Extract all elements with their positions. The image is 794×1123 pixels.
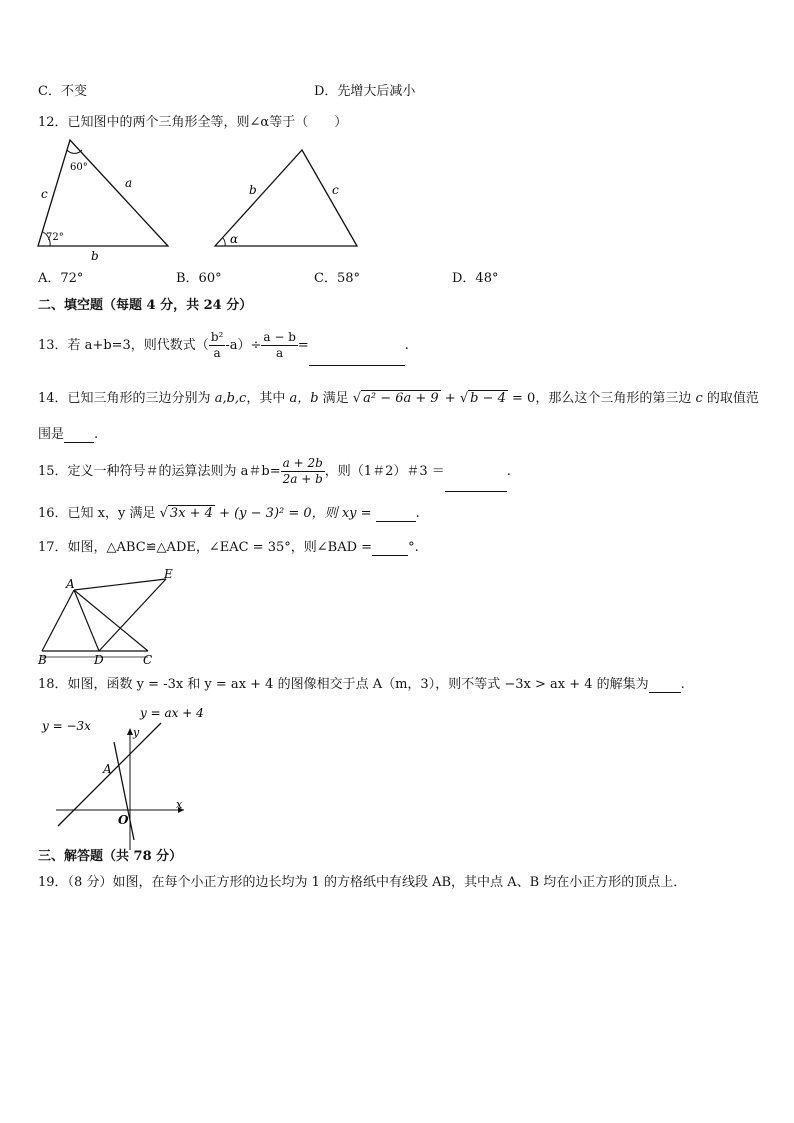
q18-graph (36, 700, 204, 852)
q14-radical-1: a² − 6a + 9 (363, 391, 439, 406)
answer-blank (649, 678, 681, 693)
angle-72-label: 72° (46, 232, 64, 243)
q15-fraction: $\frac{a + 2b}{2a + b}$ (282, 456, 323, 486)
point-a-label: A (103, 762, 112, 776)
q17-figure (36, 564, 178, 668)
line1-label: y = −3x (42, 719, 91, 733)
line2-label: y = ax + 4 (140, 706, 204, 720)
question-12-stem: 12．已知图中的两个三角形全等，则∠α等于（ ） (38, 115, 348, 130)
y-axis-label: y (133, 726, 140, 739)
side-a-label: a (125, 176, 133, 190)
question-15: 15．定义一种符号＃的运算法则为 a＃b= $\frac{a + 2b}{2a + b}$ ，则（1＃2）＃3 ＝ . (38, 452, 511, 492)
origin-label: O (118, 813, 129, 827)
q12-option-c: C．58° (314, 271, 360, 286)
q12-option-b: B．60° (176, 271, 222, 286)
side-c2-label: c (332, 183, 339, 197)
question-18: 18．如图，函数 y = -3x 和 y = ax + 4 的图像相交于点 A（m，3），则不等式 −3x > ax + 4 的解集为 . (38, 677, 685, 692)
section-2-title: 二、填空题（每题 4 分，共 24 分） (38, 298, 253, 313)
section-3-title: 三、解答题（共 78 分） (38, 849, 183, 864)
q12-option-d: D．48° (452, 271, 499, 286)
q12-option-a: A．72° (38, 271, 84, 286)
side-b-label: b (91, 249, 99, 263)
question-19: 19．（8 分）如图，在每个小正方形的边长均为 1 的方格纸中有线段 AB，其中点 A、B 均在小正方形的顶点上． (38, 875, 687, 890)
point-e-label: E (164, 567, 173, 581)
q16-radical: 3x + 4 (169, 506, 213, 521)
point-b-label: B (38, 653, 47, 667)
answer-blank (309, 351, 405, 366)
point-a-label: A (66, 577, 75, 591)
q12-triangle-2 (205, 140, 370, 255)
side-c-label: c (41, 187, 48, 201)
option-c: C．不变 (38, 84, 87, 99)
q13-mid: -a）÷ (225, 338, 262, 353)
q14-radical-2: b − 4 (470, 391, 506, 406)
question-14-line-2: 围是 . (38, 427, 99, 442)
answer-blank (376, 507, 416, 522)
question-17: 17．如图，△ABC≌△ADE，∠EAC = 35°，则∠BAD = °. (38, 540, 419, 555)
point-d-label: D (94, 653, 104, 667)
answer-blank (445, 477, 507, 492)
point-c-label: C (143, 653, 153, 667)
option-d: D．先增大后减小 (314, 84, 416, 99)
x-axis-label: x (176, 798, 183, 811)
q13-fraction-2: $\frac{a - b}{a}$ (263, 330, 296, 360)
q13-fraction-1: $\frac{\text{b²}}{a}$ (210, 330, 224, 360)
answer-blank (372, 541, 408, 556)
alpha-label: α (230, 232, 239, 246)
q12-triangle-1 (30, 136, 180, 266)
question-14: 14．已知三角形的三边分别为 a,b,c，其中 a，b 满足 √ a² − 6a + 9 + √ b − 4 = 0，那么这个三角形的第三边 c 的取值范 (38, 391, 759, 406)
answer-blank (64, 428, 94, 443)
question-13: 13．若 a+b=3，则代数式（ $\frac{\text{b²}}{a}$ -a）÷ $\frac{a - b}{a}$ = . (38, 326, 409, 366)
side-b2-label: b (249, 183, 257, 197)
question-16: 16．已知 x，y 满足 √ 3x + 4 + (y − 3)² = 0，则 xy = . (38, 506, 420, 521)
q13-prefix: 13．若 a+b=3，则代数式（ (38, 338, 209, 353)
angle-60-label: 60° (70, 162, 88, 173)
